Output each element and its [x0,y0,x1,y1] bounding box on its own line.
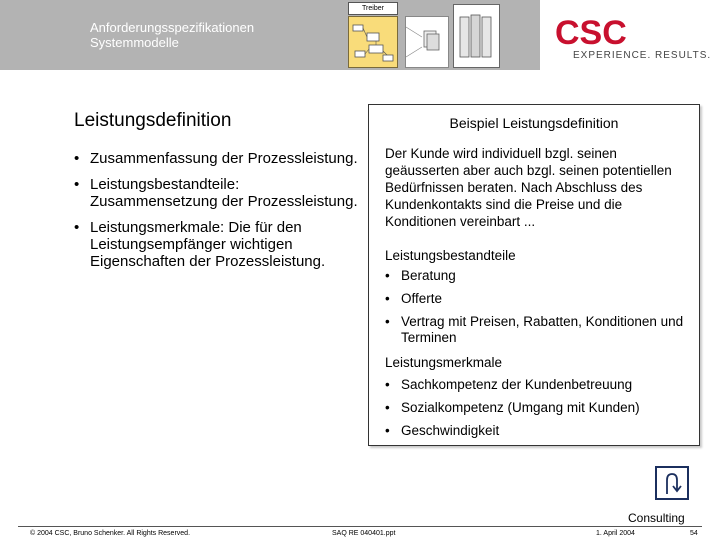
page-number: 54 [690,530,698,537]
document-stack-thumbnail [405,16,449,68]
u-turn-arrow-icon [657,468,687,498]
list-item-text: Leistungsbestandteile: Zusammensetzung der Prozessleistung. [90,176,358,210]
header-title-line1: Anforderungsspezifikationen [90,20,255,35]
list-item [74,219,364,270]
bullet-icon: • [74,176,80,193]
bullet-icon: • [385,268,390,283]
header-title [90,20,254,50]
list-item-text: Leistungsmerkmale: Die für den Leistungsempfänger wichtigen Eigenschaften der Prozessleistung. [90,219,326,270]
features-list [385,377,695,446]
example-box [368,104,700,446]
example-summary: Der Kunde wird individuell bzgl. seinen geäusserten aber auch bzgl. seinen potentiellen Bedürfnissen beraten. Nach Abschluss des Kundenkontakts sind die Preise und die Konditionen vereinbart ... [385,146,672,229]
binders-thumbnail [453,4,500,68]
csc-logo-letters: CSC [555,14,627,50]
bullet-icon: • [385,377,390,392]
bullet-icon: • [385,400,390,415]
copyright-text: © 2004 CSC, Bruno Schenker. All Rights Reserved. [30,530,191,537]
driver-label: Treiber [348,2,398,15]
list-item-text: Sachkompetenz der Kundenbetreuung [401,377,633,392]
list-item [385,400,695,416]
list-item-text: Offerte [401,291,443,306]
list-item [385,423,695,439]
features-label: Leistungsmerkmale [385,355,503,370]
definition-list [74,150,364,279]
footer-divider [18,526,702,527]
example-title: Beispiel Leistungsdefinition [449,115,619,131]
list-item [385,377,695,393]
list-item-text: Sozialkompetenz (Umgang mit Kunden) [401,400,640,415]
list-item-text: Beratung [401,268,456,283]
components-list [385,268,695,353]
components-label: Leistungsbestandteile [385,248,516,263]
bullet-icon: • [385,314,390,329]
document-name: SAQ RE 040401.ppt [332,530,396,537]
document-stack-icon [406,17,448,67]
header-title-line2: Systemmodelle [90,35,179,50]
process-diagram-icon [349,17,397,67]
bullet-icon: • [385,423,390,438]
logo-tagline: EXPERIENCE. RESULTS. [573,50,712,61]
binders-icon [454,5,499,67]
list-item [385,268,695,284]
list-item [385,314,695,346]
list-item [385,291,695,307]
bullet-icon: • [385,291,390,306]
brand-label: Consulting [628,511,685,525]
list-item-text: Zusammenfassung der Prozessleistung. [90,150,358,167]
return-nav-button[interactable] [655,466,689,500]
list-item [74,176,364,210]
list-item [74,150,364,167]
bullet-icon: • [74,219,80,236]
page-title: Leistungsdefinition [74,110,232,131]
csc-logo-mark [555,14,705,50]
header [0,0,720,70]
list-item-text: Geschwindigkeit [401,423,500,438]
process-diagram-thumbnail [348,16,398,68]
footer-date: 1. April 2004 [596,530,635,537]
list-item-text: Vertrag mit Preisen, Rabatten, Konditionen und Terminen [401,314,684,345]
bullet-icon: • [74,150,80,167]
